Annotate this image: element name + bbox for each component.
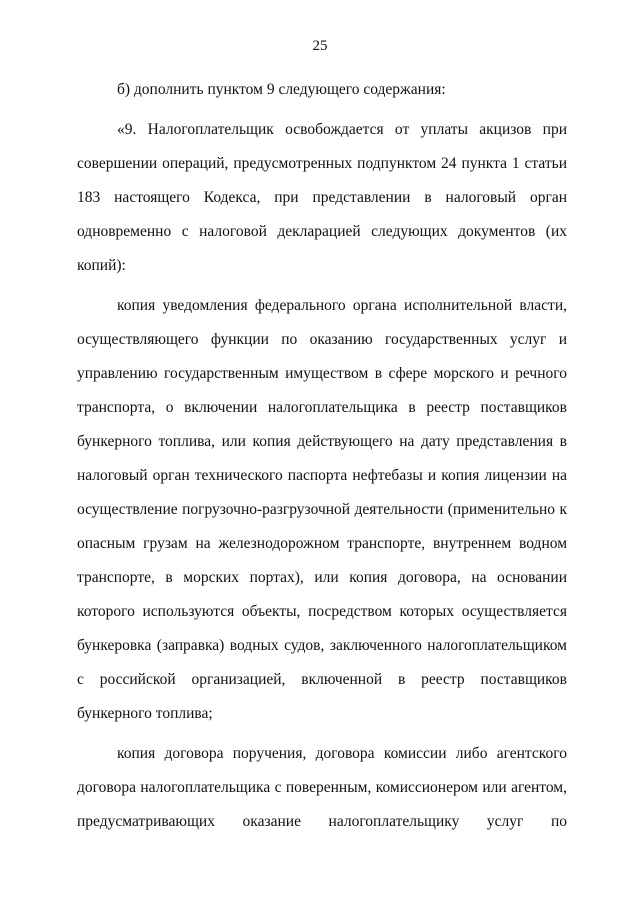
paragraph-amendment-intro: б) дополнить пунктом 9 следующего содержания: xyxy=(117,81,446,98)
paragraph-notification-copy: копия уведомления федерального органа исполнительной власти, осуществляющего функции по оказанию государственных услуг и управлению государственным имуществом в сфере морского и речного транспорта, о включении налогоплательщика в реестр поставщиков бункерного топлива, или копия действующего на дату представления в налоговый орган технического паспорта нефтебазы и копия лицензии на осуществление погрузочно-разгрузочной деятельности (применительно к опасным грузам на железнодорожном транспорте, внутреннем водном транспорте, в морских портах), или копия договора, на основании которого используются объекты, посредством которых осуществляется бункеровка (заправка) водных судов, заключенного налогоплательщиком с российской организацией, включенной в реестр поставщиков бункерного топлива; xyxy=(77,297,567,722)
page-number: 25 xyxy=(312,38,328,54)
paragraph-agency-contract-copy: копия договора поручения, договора комиссии либо агентского договора налогоплательщика с поверенным, комиссионером или агентом, предусматривающих оказание налогоплательщику услуг по xyxy=(77,745,567,830)
paragraph-point-9: «9. Налогоплательщик освобождается от уплаты акцизов при совершении операций, предусмотренных подпунктом 24 пункта 1 статьи 183 настоящего Кодекса, при представлении в налоговый орган одновременно с налоговой декларацией следующих документов (их копий): xyxy=(77,121,567,274)
document-body xyxy=(77,73,567,839)
